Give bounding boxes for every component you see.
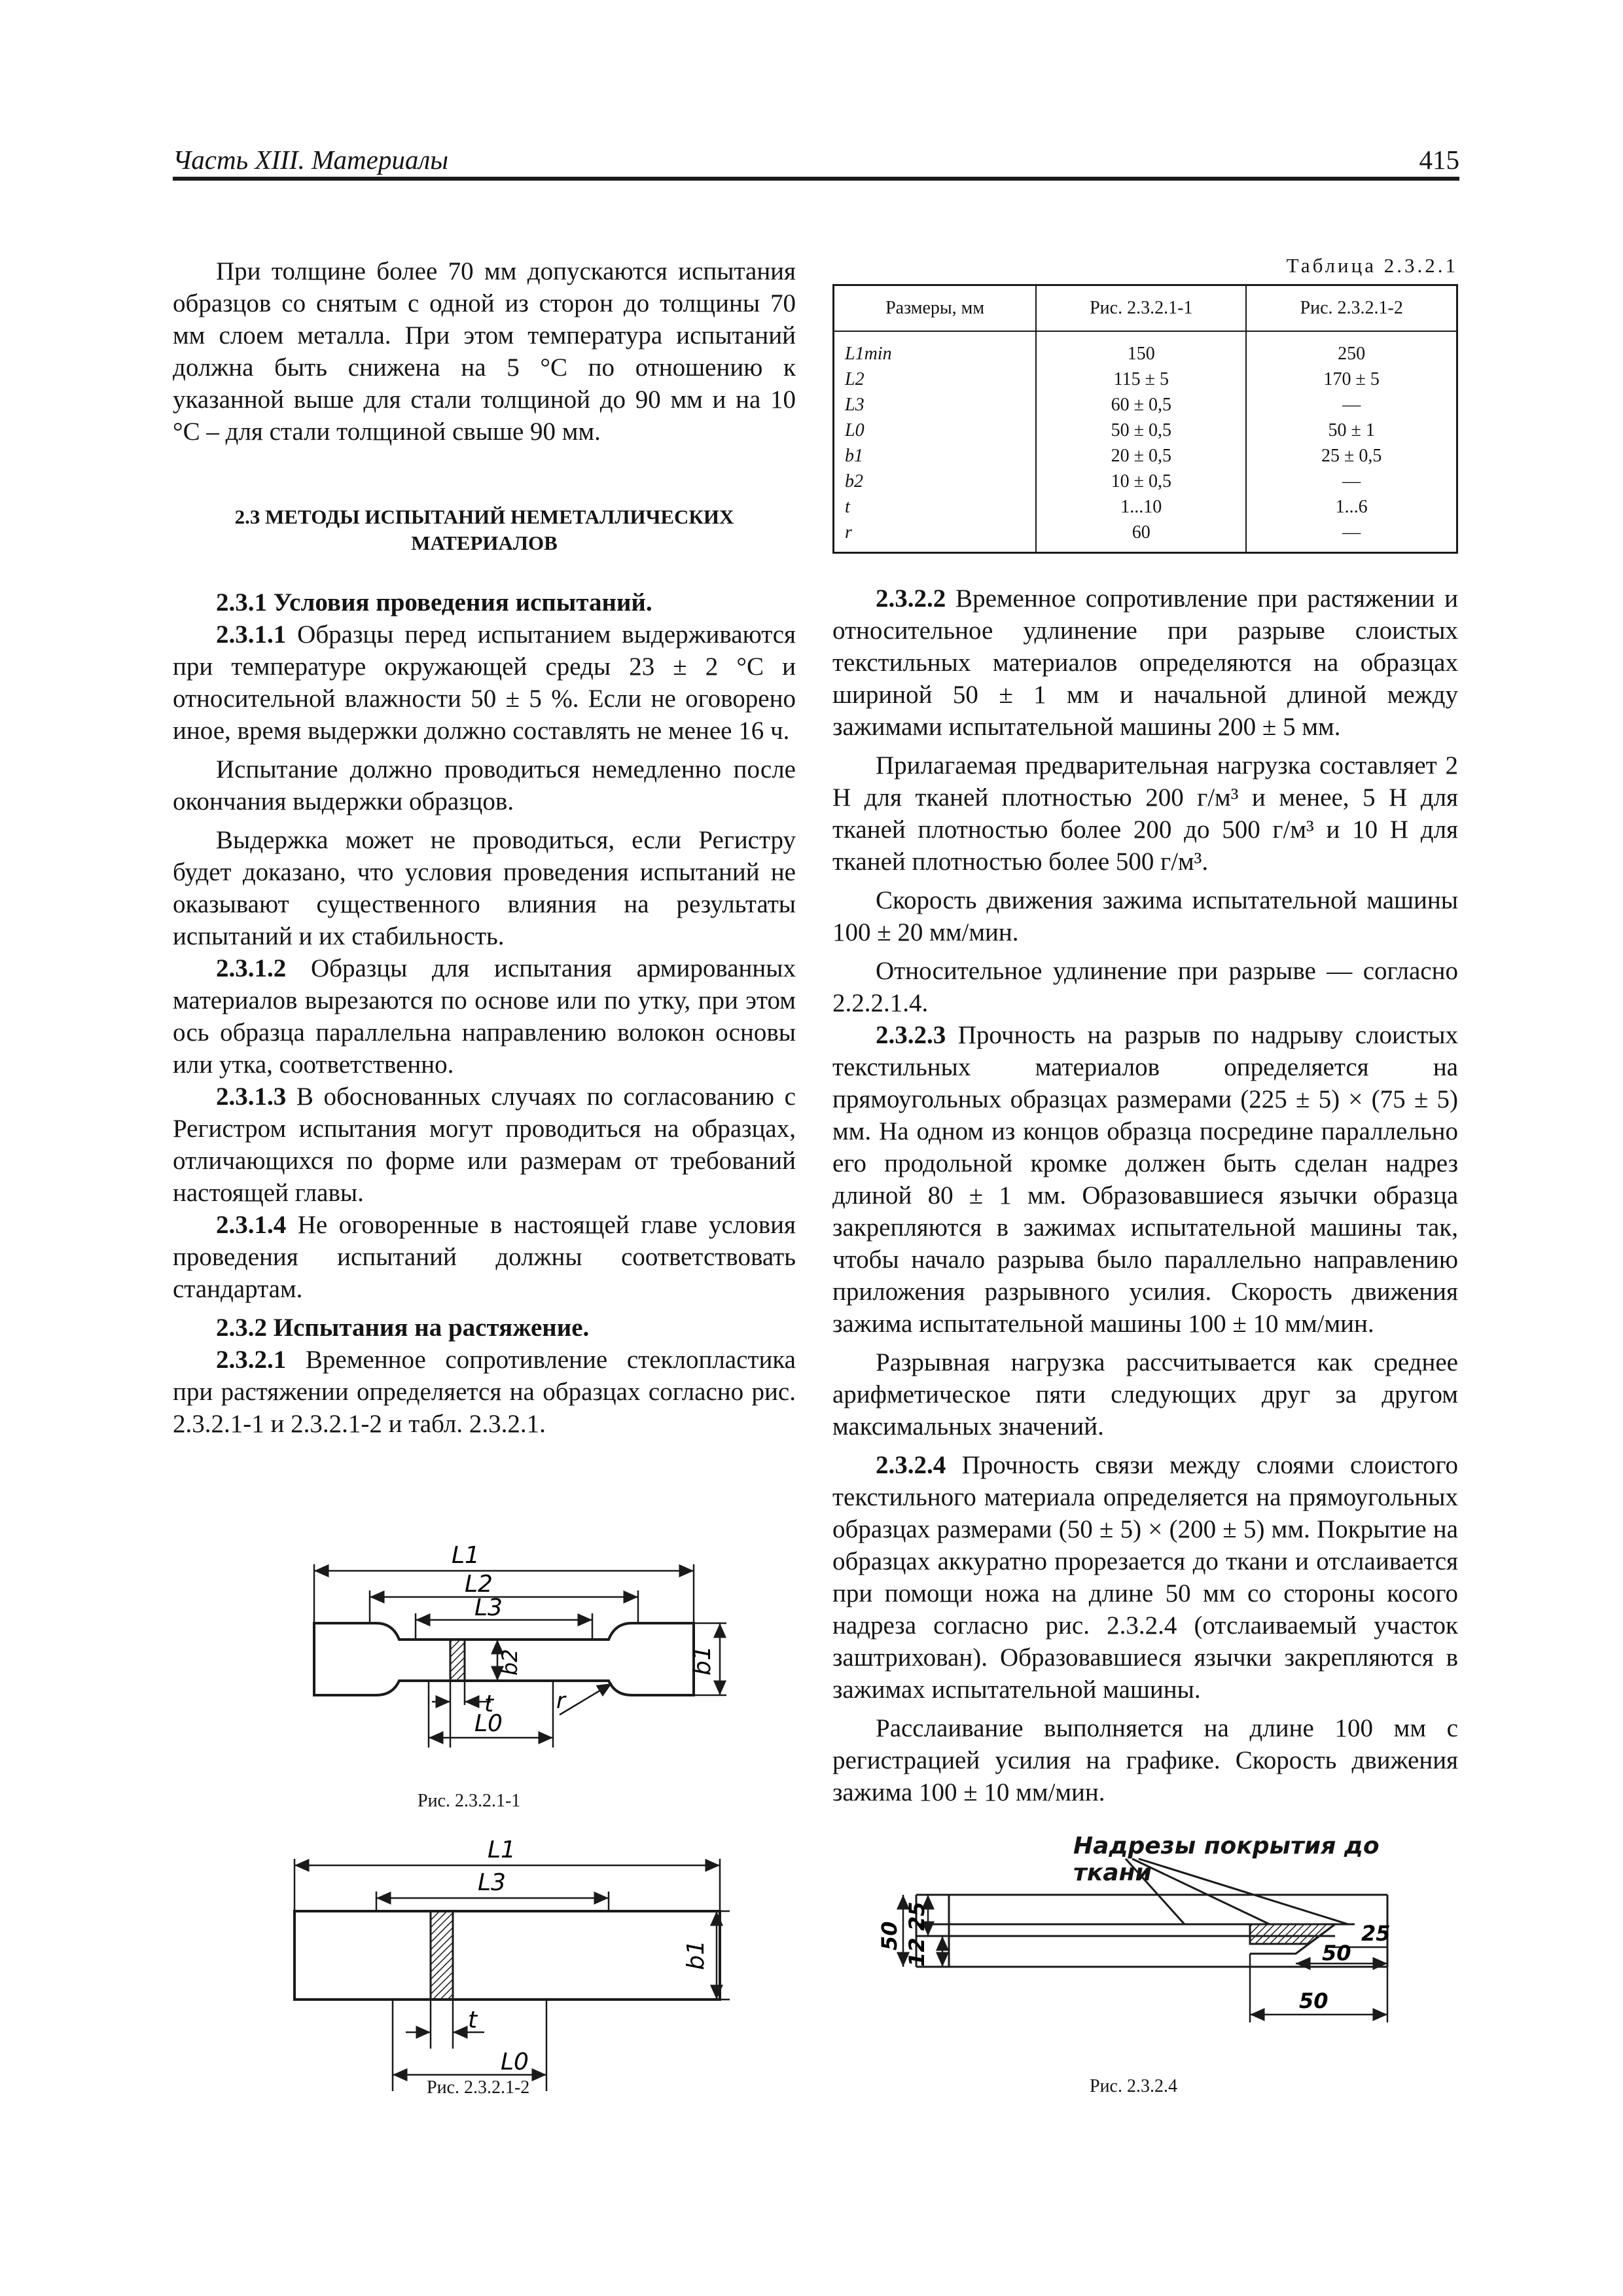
figure-caption: Рис. 2.3.2.1-2 (427, 2077, 530, 2098)
dimension-value: 150 (1036, 331, 1246, 367)
clause-number: 2.3.1.1 (216, 620, 287, 649)
dimension-value: 10 ± 0,5 (1036, 469, 1246, 494)
table-row (834, 392, 1457, 418)
paragraph-2-3-2-3 (832, 1019, 1458, 1340)
paragraph-2-3-2-4 (832, 1449, 1458, 1706)
dimension-value: — (1246, 469, 1457, 494)
paragraph-register: Выдержка может не проводиться, если Регистру будет доказано, что условия проведения испытаний не оказывают существенного влияния на результаты испытаний и их стабильность. (173, 826, 796, 950)
dimension-value: 115 ± 5 (1036, 367, 1246, 392)
paragraph-2-3-2-1 (173, 1344, 796, 1440)
table-row (834, 367, 1457, 392)
clause-text: Образцы для испытания армированных материалов вырезаются по основе или по утку, при этом ось образца параллельна направлению волокон основы или утка, соответственно. (173, 954, 796, 1079)
page-number: 415 (1419, 145, 1459, 175)
subsection-2-3-1-heading: 2.3.1 Условия проведения испытаний. (216, 588, 652, 617)
header-cell: Рис. 2.3.2.1-1 (1036, 285, 1246, 332)
paragraph-speed: Скорость движения зажима испытательной машины 100 ± 20 мм/мин. (832, 886, 1458, 946)
label-l0: L0 (474, 1710, 503, 1737)
clause-number: 2.3.1.3 (216, 1083, 287, 1111)
dim-50-cut: 50 (1322, 1941, 1351, 1965)
dim-50-strip: 50 (1299, 1988, 1329, 2013)
dim-25-half: 25 (904, 1901, 929, 1931)
dimension-symbol: b1 (834, 443, 1037, 469)
clause-number: 2.3.2.2 (876, 584, 946, 613)
dimension-symbol: b2 (834, 469, 1037, 494)
paragraph-elongation: Относительное удлинение при разрыве — согласно 2.2.2.1.4. (832, 957, 1458, 1017)
delamination-drawing (877, 1833, 1427, 2108)
dim-50-height: 50 (877, 1921, 902, 1950)
clause-text: Прочность на разрыв по надрыву слоистых текстильных материалов определяется на прямоугольных образцах размерами (225 ± 5) × (75 ± 5) мм. На одном из концов образца посредине параллельно его продольной кромке должен быть сделан надрез длиной 80 ± 1 мм. Образовавшиеся язычки образца закрепляются в зажимах испытательной машины так, чтобы начало разрыва было параллельно направлению приложения разрывного усилия. Скорость движения зажима испытательной машины 100 ± 10 мм/мин. (832, 1021, 1458, 1338)
dimension-symbol: L0 (834, 418, 1037, 443)
paragraph-2-3-1-3 (173, 1081, 796, 1209)
figure-caption: Рис. 2.3.2.4 (1090, 2076, 1177, 2096)
dimension-value: 170 ± 5 (1246, 367, 1457, 392)
label-l3: L3 (474, 1594, 503, 1621)
dimension-value: 20 ± 0,5 (1036, 443, 1246, 469)
label-l0: L0 (501, 2049, 529, 2075)
dimension-symbol: L2 (834, 367, 1037, 392)
figure-2-3-2-1-1 (301, 1532, 733, 1813)
paragraph-immediate: Испытание должно проводиться немедленно после окончания выдержки образцов. (173, 755, 796, 816)
dim-12: 12 (904, 1937, 929, 1967)
table-header-row (834, 285, 1457, 332)
paragraph-2-3-1-4 (173, 1209, 796, 1305)
dimension-symbol: t (834, 494, 1037, 520)
clause-text: В обоснованных случаях по согласованию с Регистром испытания могут проводиться на образцах, отличающихся по форме или размерам от требований настоящей главы. (173, 1083, 796, 1207)
dimension-symbol: L1min (834, 331, 1037, 367)
dimension-value: 1...10 (1036, 494, 1246, 520)
label-b2: b2 (497, 1649, 522, 1676)
dimension-value: 60 (1036, 520, 1246, 553)
clause-text: Не оговоренные в настоящей главе условия проведения испытаний должны соответствовать стандартам. (173, 1211, 796, 1303)
clause-text: Образцы перед испытанием выдерживаются при температуре окружающей среды 23 ± 2 °С и относительной влажности 50 ± 5 %. Если не оговорено иное, время выдержки должно составлять не менее 16 ч. (173, 620, 796, 745)
table-2-3-2-1 (832, 254, 1458, 554)
dimension-value: 50 ± 1 (1246, 418, 1457, 443)
paragraph-breaking-load: Разрывная нагрузка рассчитывается как среднее арифметическое пяти следующих друг за другом максимальных значений. (832, 1348, 1458, 1441)
dimension-symbol: r (834, 520, 1037, 553)
dimension-value: 250 (1246, 331, 1457, 367)
paragraph-2-3-1-1 (173, 619, 796, 747)
clause-text: Прочность связи между слоями слоистого текстильного материала определяется на прямоугольных образцах размерами (50 ± 5) × (200 ± 5) мм. Покрытие на образцах аккуратно прорезается до ткани и отслаивается при помощи ножа на длине 50 мм со стороны косого надреза согласно рис. 2.3.2.4 (отслаиваемый участок заштрихован). Образовавшиеся язычки закрепляются в зажимах испытательной машины. (832, 1451, 1458, 1704)
table-row (834, 520, 1457, 553)
header-cell: Размеры, мм (834, 285, 1037, 332)
label-t: t (468, 2007, 478, 2034)
label-l1: L1 (488, 1837, 516, 1863)
figure-2-3-2-4 (877, 1833, 1427, 2108)
subsection-2-3-2-heading: 2.3.2 Испытания на растяжение. (216, 1314, 590, 1342)
label-l2: L2 (465, 1571, 493, 1598)
right-column (832, 583, 1458, 1808)
dimension-value: 1...6 (1246, 494, 1457, 520)
table-caption: Таблица 2.3.2.1 (1286, 254, 1458, 277)
label-b1: b1 (689, 1645, 716, 1676)
dimension-value: 25 ± 0,5 (1246, 443, 1457, 469)
cut-note: Надрезы покрытия до ткани (1073, 1833, 1380, 1886)
figure-caption: Рис. 2.3.2.1-1 (418, 1791, 521, 1811)
dim-25-tongue: 25 (1361, 1921, 1391, 1946)
label-t: t (484, 1691, 494, 1717)
label-l3: L3 (478, 1869, 506, 1896)
dogbone-drawing (301, 1532, 733, 1813)
clause-text: Временное сопротивление стеклопластика при растяжении определяется на образцах согласно рис. 2.3.2.1-1 и 2.3.2.1-2 и табл. 2.3.2.1. (173, 1346, 796, 1438)
clause-number: 2.3.1.2 (216, 954, 287, 982)
dimension-value: 50 ± 0,5 (1036, 418, 1246, 443)
table-row (834, 494, 1457, 520)
clause-number: 2.3.2.1 (216, 1346, 287, 1374)
paragraph-2-3-1-2 (173, 952, 796, 1081)
rectangular-specimen-drawing (288, 1833, 733, 2101)
clause-number: 2.3.2.3 (876, 1021, 946, 1049)
clause-number: 2.3.1.4 (216, 1211, 287, 1239)
table-row (834, 443, 1457, 469)
label-l1: L1 (452, 1542, 480, 1569)
table-row (834, 331, 1457, 367)
table-body (834, 331, 1457, 553)
header-cell: Рис. 2.3.2.1-2 (1246, 285, 1457, 332)
dimension-symbol: L3 (834, 392, 1037, 418)
section-heading-line2: МАТЕРИАЛОВ (411, 531, 558, 554)
label-r: r (556, 1688, 565, 1714)
running-title: Часть XIII. Материалы (173, 145, 448, 175)
dimension-value: — (1246, 520, 1457, 553)
paragraph-2-3-2-2 (832, 583, 1458, 743)
dimension-value: 60 ± 0,5 (1036, 392, 1246, 418)
clause-text: Временное сопротивление при растяжении и относительное удлинение при разрыве слоистых текстильных материалов определяются на образцах шириной 50 ± 1 мм и начальной длиной между зажимами испытательной машины 200 ± 5 мм. (832, 584, 1458, 741)
page-header (173, 143, 1459, 181)
label-b1: b1 (683, 1940, 709, 1970)
section-heading-line1: 2.3 МЕТОДЫ ИСПЫТАНИЙ НЕМЕТАЛЛИЧЕСКИХ (234, 505, 734, 528)
section-heading (173, 504, 796, 556)
figure-2-3-2-1-2 (288, 1833, 733, 2101)
dimensions-table (832, 284, 1458, 554)
left-column (173, 255, 796, 1440)
paragraph-preload: Прилагаемая предварительная нагрузка составляет 2 Н для тканей плотностью 200 г/м³ и менее, 5 Н для тканей плотностью более 200 до 500 г/м³ и 10 Н для тканей плотностью более 500 г/м³. (832, 751, 1458, 876)
intro-paragraph: При толщине более 70 мм допускаются испытания образцов со снятым с одной из сторон до толщины 70 мм слоем металла. При этом температура испытаний должна быть снижена на 5 °С по отношению к указанной выше для стали толщиной до 90 мм и на 10 °С – для стали толщиной свыше 90 мм. (173, 257, 796, 446)
dimension-value: — (1246, 392, 1457, 418)
paragraph-delamination: Расслаивание выполняется на длине 100 мм с регистрацией усилия на графике. Скорость движения зажима 100 ± 10 мм/мин. (832, 1714, 1458, 1806)
clause-number: 2.3.2.4 (876, 1451, 946, 1479)
table-row (834, 469, 1457, 494)
table-row (834, 418, 1457, 443)
